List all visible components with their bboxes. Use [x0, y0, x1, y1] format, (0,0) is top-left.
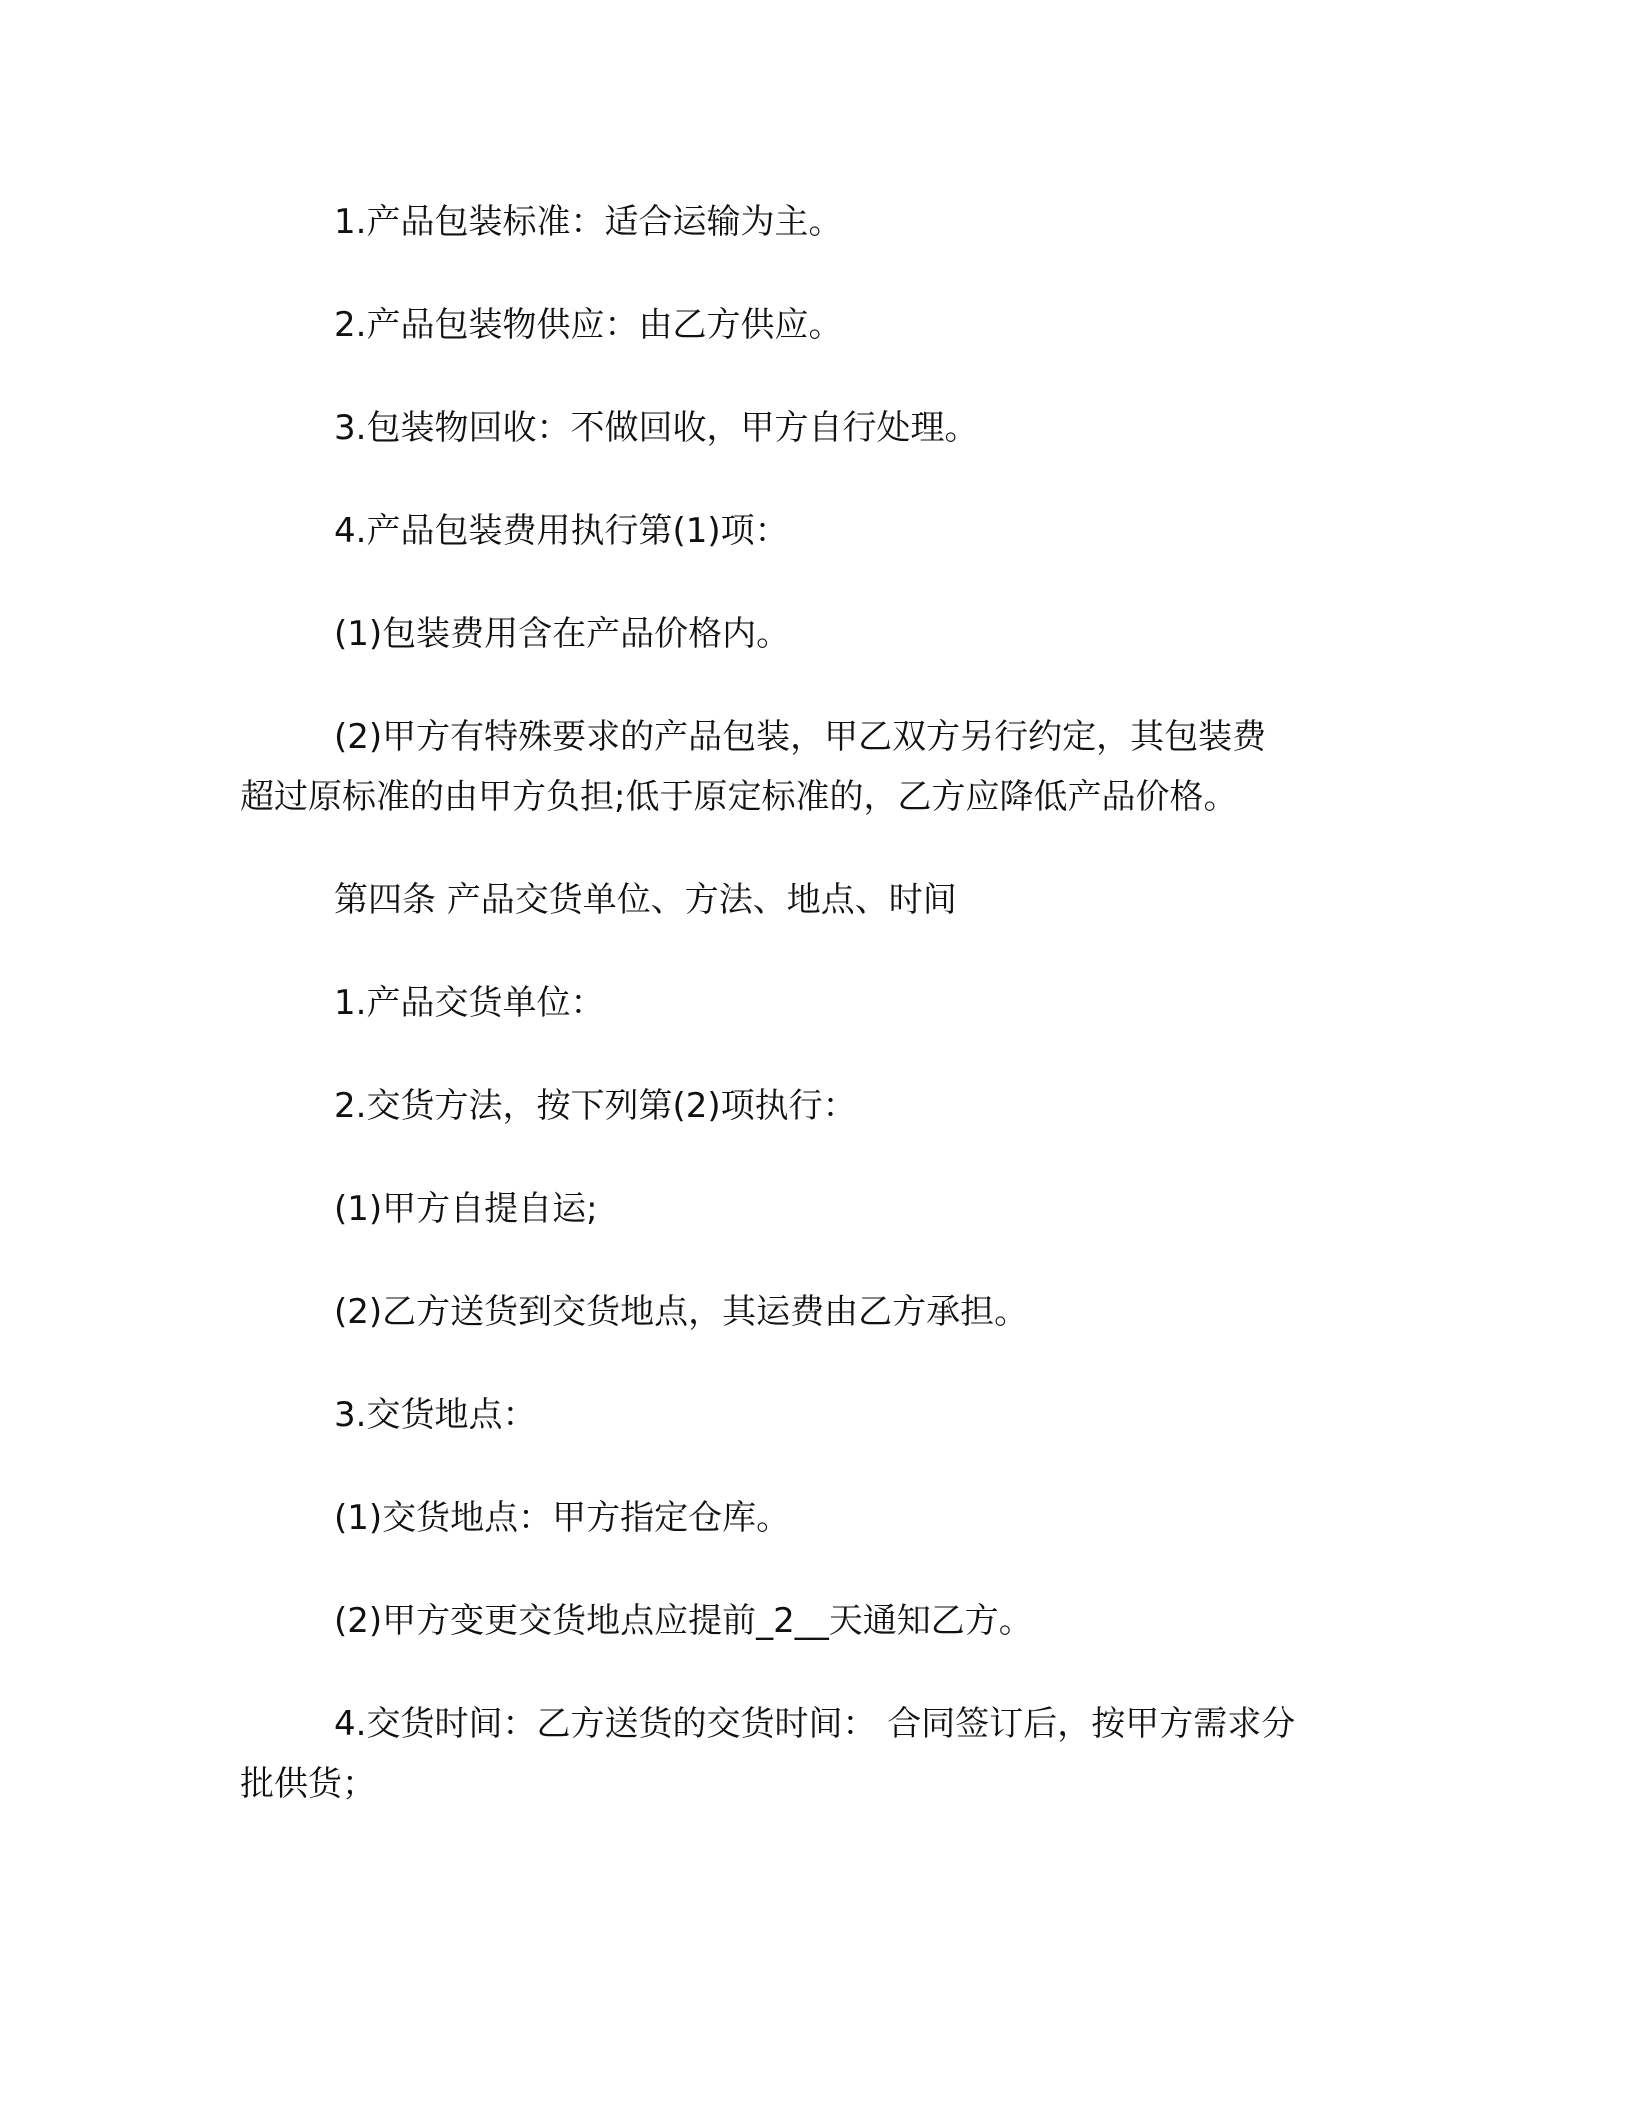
clause-packaging-cost-item-1: (1)包装费用含在产品价格内。	[334, 614, 791, 654]
clause-packaging-cost-item-2	[240, 707, 1390, 827]
clause-delivery-method: 2.交货方法，按下列第(2)项执行：	[334, 1086, 857, 1126]
clause-packaging-cost-item-2-line-1: (2)甲方有特殊要求的产品包装，甲乙双方另行约定，其包装费	[334, 717, 1267, 757]
clause-delivery-time	[240, 1694, 1390, 1814]
clause-delivery-unit: 1.产品交货单位：	[334, 983, 605, 1023]
clause-packaging-cost-item-2-line-2: 超过原标准的由甲方负担;低于原定标准的，乙方应降低产品价格。	[240, 777, 1238, 817]
article-four-heading: 第四条 产品交货单位、方法、地点、时间	[334, 880, 957, 920]
clause-delivery-location-item-1: (1)交货地点：甲方指定仓库。	[334, 1498, 791, 1538]
clause-packaging-standard: 1.产品包装标准：适合运输为主。	[334, 202, 843, 242]
document-body	[240, 192, 1390, 1814]
clause-delivery-location-item-2: (2)甲方变更交货地点应提前_2__天通知乙方。	[334, 1601, 1033, 1641]
clause-delivery-location: 3.交货地点：	[334, 1395, 537, 1435]
clause-delivery-time-line-1: 4.交货时间：乙方送货的交货时间： 合同签订后，按甲方需求分	[334, 1704, 1296, 1744]
clause-packaging-supply: 2.产品包装物供应：由乙方供应。	[334, 305, 843, 345]
clause-delivery-method-item-2: (2)乙方送货到交货地点，其运费由乙方承担。	[334, 1292, 1029, 1332]
clause-delivery-time-line-2: 批供货；	[240, 1764, 376, 1804]
clause-packaging-cost: 4.产品包装费用执行第(1)项：	[334, 511, 789, 551]
clause-delivery-method-item-1: (1)甲方自提自运;	[334, 1189, 598, 1229]
clause-packaging-recycling: 3.包装物回收：不做回收，甲方自行处理。	[334, 408, 979, 448]
